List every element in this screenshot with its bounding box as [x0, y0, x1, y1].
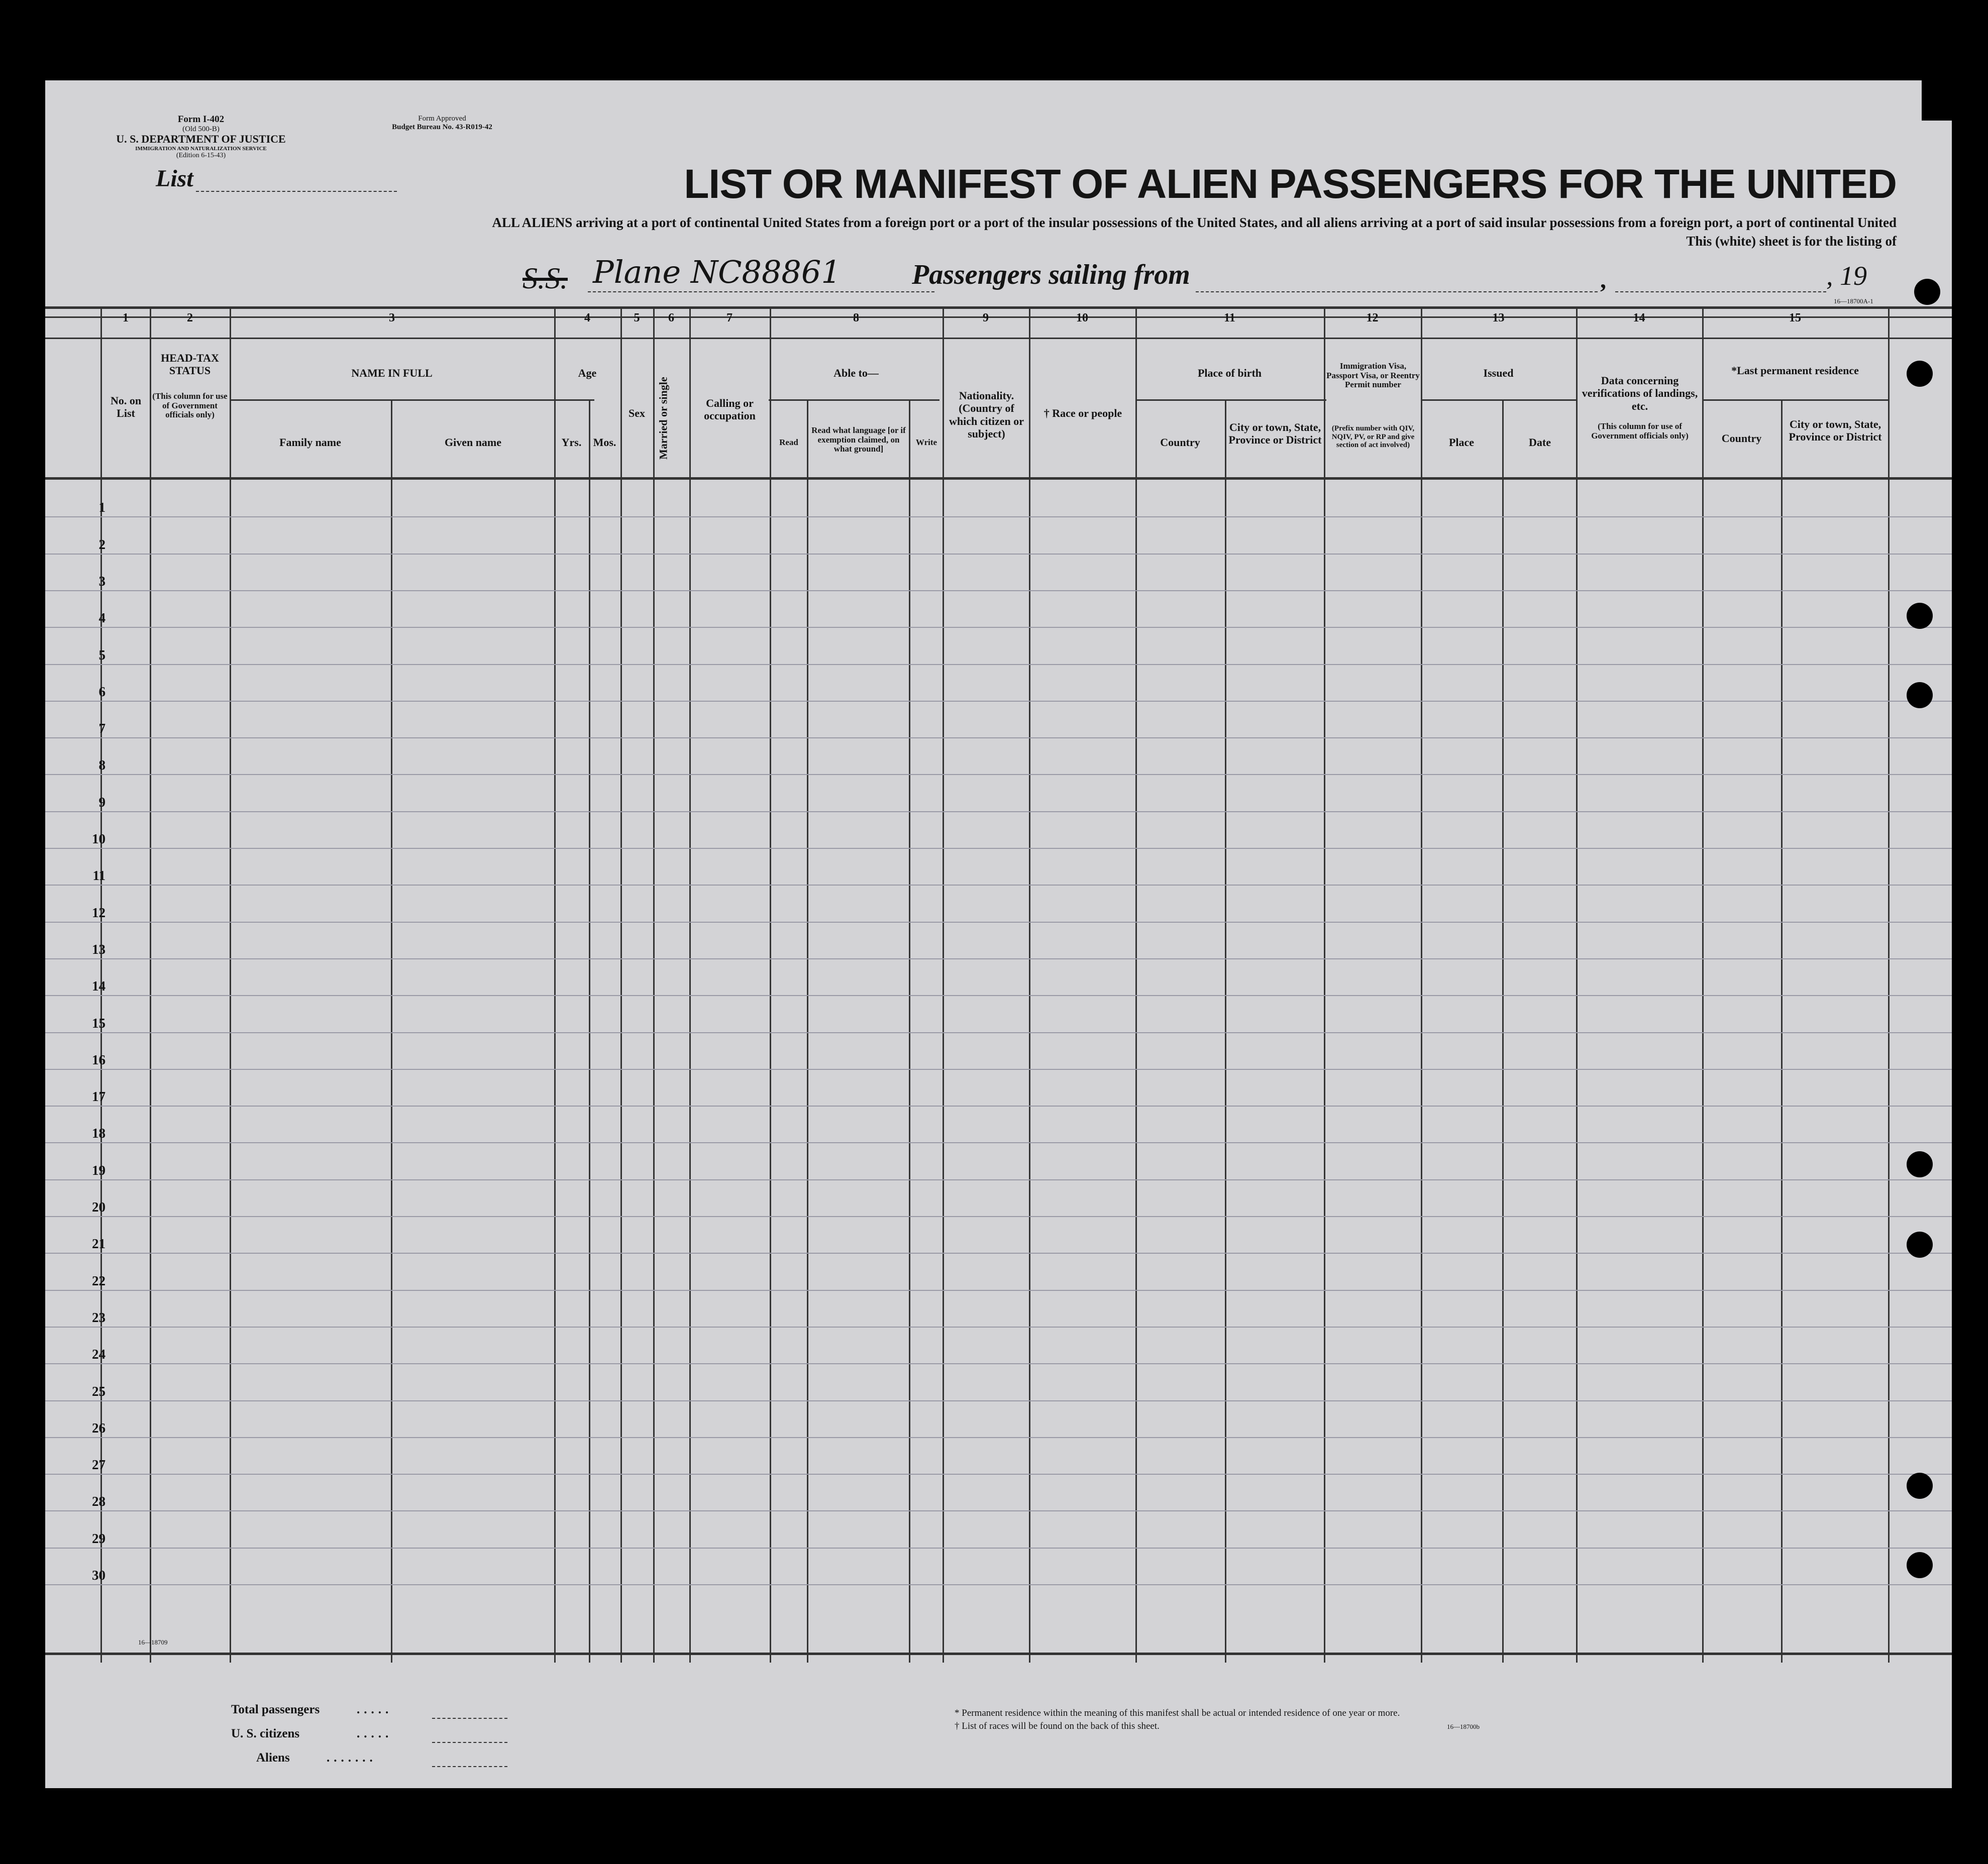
- row-number: 22: [92, 1273, 106, 1288]
- col-rule-8b: [807, 399, 808, 1663]
- year-prefix: , 19: [1826, 261, 1867, 291]
- row-number: 17: [92, 1089, 106, 1105]
- row-number: 1: [98, 500, 106, 515]
- row-number: 16: [92, 1052, 106, 1067]
- us-citizens-label: U. S. citizens: [231, 1727, 300, 1740]
- colnum-12: 12: [1366, 311, 1379, 324]
- col-rule-11b: [1225, 399, 1226, 1663]
- row-number: 14: [92, 978, 106, 994]
- row-number: 2: [98, 536, 106, 552]
- header-landing-note: (This column for use of Government officials only): [1591, 421, 1689, 441]
- colnum-15: 15: [1789, 311, 1801, 324]
- issued-subheader-rule: [1422, 399, 1578, 401]
- intro-text-line2: This (white) sheet is for the listing of: [1686, 234, 1897, 249]
- header-family-name: Family name: [279, 436, 341, 449]
- header-residence-city: City or town, State, Province or District: [1789, 418, 1882, 444]
- header-able-read: Read: [779, 437, 798, 447]
- row-number: 10: [92, 831, 106, 846]
- row-rule: [45, 1474, 1952, 1475]
- header-able-language: Read what language [or if exemption claimed, on what ground]: [811, 425, 906, 454]
- row-number: 12: [92, 905, 106, 920]
- row-rule: [45, 1363, 1952, 1364]
- header-residence-country: Country: [1721, 432, 1762, 445]
- header-head-tax-note: (This column for use of Government officials only): [152, 391, 228, 420]
- row-number: 5: [98, 647, 106, 663]
- colnum-7: 7: [726, 311, 733, 324]
- binder-hole: [1914, 279, 1940, 305]
- header-birth-city: City or town, State, Province or District: [1228, 421, 1322, 447]
- sailing-date-field[interactable]: [1615, 291, 1826, 292]
- vessel-name-field[interactable]: [588, 291, 934, 292]
- header-age: Age: [578, 367, 597, 379]
- able-subheader-rule: [769, 399, 939, 401]
- colnum-13: 13: [1492, 311, 1505, 324]
- page-title: LIST OR MANIFEST OF ALIEN PASSENGERS FOR THE UNITED: [684, 161, 1897, 207]
- aliens-dots: .......: [327, 1751, 377, 1765]
- row-rule: [45, 922, 1952, 923]
- table-top-rule: [45, 306, 1952, 309]
- row-rule: [45, 774, 1952, 775]
- row-rule: [45, 554, 1952, 555]
- binder-hole: [1907, 603, 1933, 629]
- total-passengers-dots: .....: [357, 1703, 393, 1716]
- torn-corner: [1922, 80, 1952, 181]
- binder-hole: [1907, 682, 1933, 708]
- column-number-rule: [45, 338, 1952, 339]
- col-rule-4: [554, 306, 556, 1663]
- total-passengers-label: Total passengers: [231, 1703, 320, 1716]
- row-rule: [45, 1216, 1952, 1217]
- row-number: 30: [92, 1568, 106, 1583]
- form-number: Form I-402: [177, 114, 225, 125]
- row-rule: [45, 995, 1952, 996]
- row-number: 4: [98, 610, 106, 626]
- row-rule: [45, 1142, 1952, 1143]
- approval-block: [367, 115, 517, 132]
- row-rule: [45, 1290, 1952, 1291]
- header-married-single: Married or single: [657, 377, 670, 460]
- row-number: 11: [92, 868, 106, 884]
- row-rule: [45, 627, 1952, 628]
- col-rule-2: [150, 306, 151, 1663]
- form-code-bottom-left: 16—18709: [138, 1638, 168, 1646]
- col-rule-10: [1029, 306, 1030, 1663]
- form-code-top-right: 16—18700A-1: [1834, 297, 1873, 305]
- header-issued: Issued: [1483, 367, 1514, 379]
- passenger-table: [45, 297, 1952, 1663]
- row-rule: [45, 1032, 1952, 1033]
- row-number: 29: [92, 1530, 106, 1546]
- col-rule-8c: [909, 399, 910, 1663]
- footnote-permanent-residence: * Permanent residence within the meaning of this manifest shall be actual or intended residence of one year or more.: [955, 1708, 1400, 1718]
- row-number: 3: [98, 573, 106, 589]
- row-number: 15: [92, 1015, 106, 1031]
- row-number: 23: [92, 1309, 106, 1325]
- row-rule: [45, 1584, 1952, 1585]
- binder-hole: [1907, 1232, 1933, 1258]
- binder-hole: [1907, 361, 1933, 387]
- row-number: 21: [92, 1236, 106, 1252]
- header-name-in-full: NAME IN FULL: [351, 367, 433, 379]
- row-number: 13: [92, 941, 106, 957]
- total-passengers-field[interactable]: [432, 1718, 507, 1719]
- row-rule: [45, 811, 1952, 812]
- row-number: 20: [92, 1199, 106, 1215]
- col-rule-13b: [1502, 399, 1504, 1663]
- header-age-mos: Mos.: [593, 436, 616, 449]
- header-visa-number: Immigration Visa, Passport Visa, or Reentry Permit number: [1326, 361, 1420, 390]
- colnum-1: 1: [123, 311, 129, 324]
- header-sex: Sex: [629, 407, 645, 419]
- list-number-field[interactable]: [196, 191, 397, 192]
- budget-bureau-number: Budget Bureau No. 43-R019-42: [392, 123, 492, 132]
- col-rule-15: [1702, 306, 1704, 1663]
- row-number: 18: [92, 1126, 106, 1141]
- sailing-from-label: Passengers sailing from: [912, 259, 1190, 290]
- col-rule-11: [1135, 306, 1137, 1663]
- header-place-of-birth: Place of birth: [1197, 367, 1262, 379]
- col-rule-15b: [1781, 399, 1783, 1663]
- col-rule-12: [1324, 306, 1325, 1663]
- manifest-sheet: [45, 80, 1952, 1788]
- row-rule: [45, 1327, 1952, 1328]
- us-citizens-dots: .....: [357, 1727, 393, 1740]
- header-race: † Race or people: [1043, 407, 1122, 419]
- aliens-field[interactable]: [432, 1766, 507, 1767]
- row-rule: [45, 516, 1952, 517]
- header-birth-country: Country: [1160, 436, 1200, 449]
- header-no-on-list: No. on List: [110, 394, 142, 420]
- row-rule: [45, 1510, 1952, 1511]
- row-number: 9: [98, 794, 106, 810]
- col-rule-3: [230, 306, 231, 1663]
- edition-date: (Edition 6-15-43): [176, 151, 226, 159]
- binder-hole: [1907, 1473, 1933, 1499]
- row-number: 8: [98, 757, 106, 773]
- footnote-form-code: 16—18700b: [1447, 1723, 1480, 1730]
- header-last-residence: *Last permanent residence: [1731, 364, 1859, 377]
- table-bottom-rule: [45, 1653, 1952, 1655]
- row-number: 27: [92, 1457, 106, 1473]
- colnum-4: 4: [584, 311, 590, 324]
- footnote-races: † List of races will be found on the back of this sheet.: [955, 1721, 1160, 1731]
- row-number: 24: [92, 1347, 106, 1362]
- header-given-name: Given name: [444, 436, 502, 449]
- row-rule: [45, 958, 1952, 959]
- colnum-8: 8: [853, 311, 859, 324]
- residence-subheader-rule: [1703, 399, 1889, 401]
- row-rule: [45, 885, 1952, 886]
- col-rule-16: [1888, 306, 1890, 1663]
- row-rule: [45, 701, 1952, 702]
- colnum-11: 11: [1224, 311, 1235, 324]
- header-issued-date: Date: [1529, 436, 1551, 449]
- colnum-14: 14: [1633, 311, 1645, 324]
- colnum-2: 2: [187, 311, 193, 324]
- list-label: List: [156, 165, 193, 192]
- service-name: IMMIGRATION AND NATURALIZATION SERVICE: [135, 145, 267, 152]
- old-form-number: (Old 500-B): [182, 125, 220, 133]
- header-age-yrs: Yrs.: [561, 436, 582, 449]
- row-number: 28: [92, 1494, 106, 1509]
- row-number: 26: [92, 1420, 106, 1436]
- header-issued-place: Place: [1448, 436, 1475, 449]
- row-rule: [45, 1253, 1952, 1254]
- row-rule: [45, 590, 1952, 591]
- header-landing-data: Data concerning verifications of landings, etc.: [1582, 374, 1698, 412]
- row-rule: [45, 737, 1952, 738]
- col-rule-3b: [391, 399, 392, 1663]
- binder-hole: [1907, 1151, 1933, 1177]
- form-approved: Form Approved: [418, 115, 466, 123]
- col-rule-13: [1421, 306, 1422, 1663]
- header-nationality: Nationality. (Country of which citizen or subject): [949, 389, 1024, 440]
- header-able-write: Write: [915, 437, 937, 447]
- row-rule: [45, 1400, 1952, 1401]
- us-citizens-field[interactable]: [432, 1742, 507, 1743]
- col-rule-7: [689, 306, 691, 1663]
- col-rule-5: [620, 306, 622, 1663]
- sailing-port-field[interactable]: [1196, 291, 1598, 292]
- colnum-6: 6: [668, 311, 674, 324]
- binder-hole: [1907, 1552, 1933, 1578]
- col-rule-6: [653, 306, 655, 1663]
- header-head-tax: HEAD-TAX STATUS: [161, 352, 219, 377]
- name-subheader-rule: [231, 399, 594, 401]
- col-rule-9: [943, 306, 944, 1663]
- row-number: 7: [98, 721, 106, 736]
- sailing-comma: ,: [1600, 267, 1606, 293]
- colnum-10: 10: [1076, 311, 1088, 324]
- header-able-to: Able to—: [833, 367, 879, 379]
- col-rule-14: [1576, 306, 1578, 1663]
- row-rule: [45, 1106, 1952, 1107]
- vessel-name-handwritten: Plane NC88861: [593, 254, 841, 290]
- department-name: U. S. DEPARTMENT OF JUSTICE: [116, 133, 286, 146]
- birth-subheader-rule: [1135, 399, 1326, 401]
- row-number: 19: [92, 1162, 106, 1178]
- row-number: 6: [98, 684, 106, 699]
- row-rule: [45, 1437, 1952, 1438]
- aliens-label: Aliens: [256, 1751, 290, 1765]
- row-number: 25: [92, 1383, 106, 1399]
- intro-text-line1: ALL ALIENS arriving at a port of continental United States from a foreign port or a port of the insular possessions of the United States, and all aliens arriving at a port of said insular possessions from a foreign port, a port of continental United: [492, 215, 1897, 230]
- row-rule: [45, 1069, 1952, 1070]
- col-rule-4b: [589, 399, 590, 1663]
- header-bottom-rule: [45, 477, 1952, 480]
- row-rule: [45, 848, 1952, 849]
- col-rule-8: [770, 306, 771, 1663]
- row-rule: [45, 1548, 1952, 1549]
- form-info-block: [111, 115, 291, 159]
- ss-label: S.S.: [522, 262, 568, 295]
- row-rule: [45, 1179, 1952, 1180]
- header-calling-occupation: Calling or occupation: [704, 397, 756, 422]
- row-rule: [45, 664, 1952, 665]
- colnum-9: 9: [983, 311, 989, 324]
- colnum-5: 5: [634, 311, 640, 324]
- header-visa-note: (Prefix number with QIV, NQIV, PV, or RP and give section of act involved): [1331, 424, 1415, 449]
- colnum-3: 3: [389, 311, 395, 324]
